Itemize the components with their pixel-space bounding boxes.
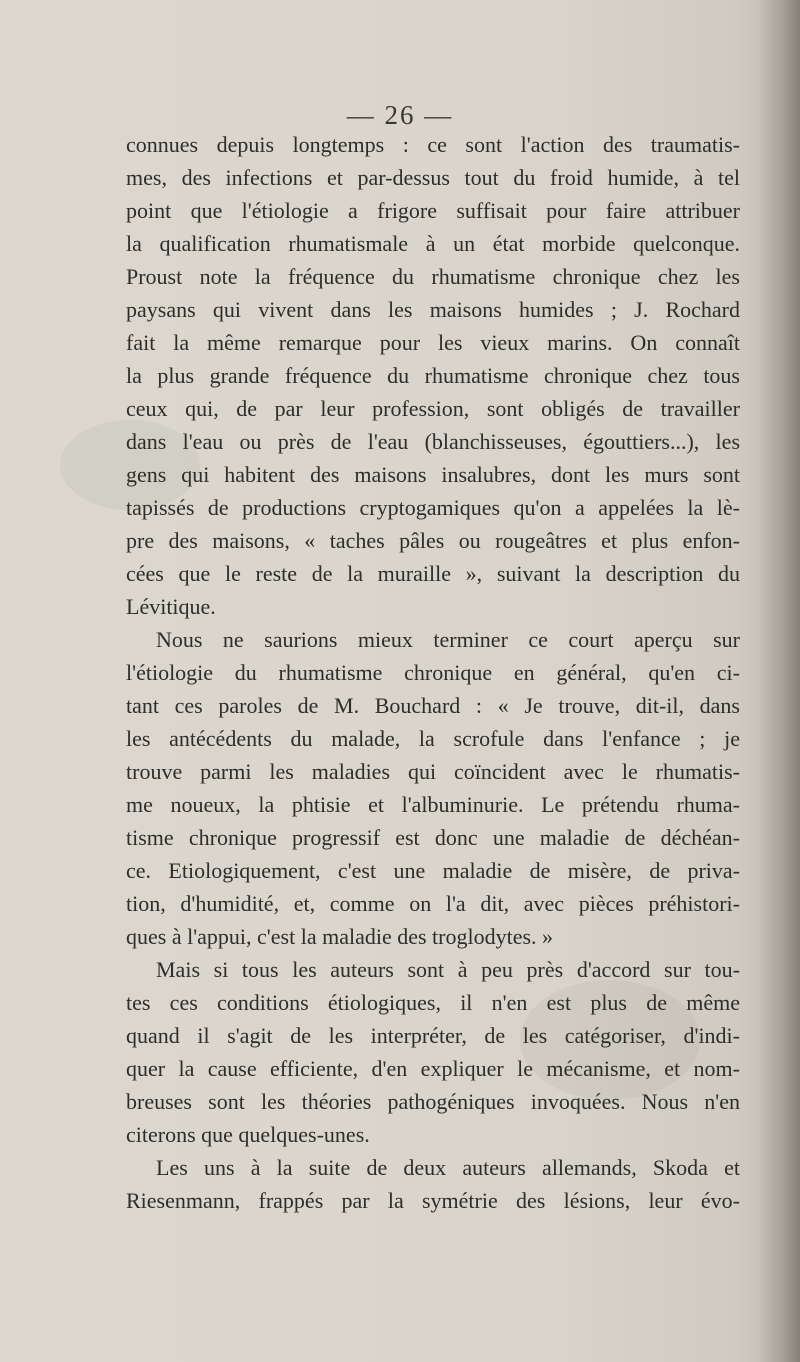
text-line: breuses sont les théories pathogéniques invoquées. Nous n'en bbox=[126, 1089, 740, 1114]
text-line: me noueux, la phtisie et l'albuminurie. Le prétendu rhuma- bbox=[126, 792, 740, 817]
text-line: tisme chronique progressif est donc une maladie de déchéan- bbox=[126, 825, 740, 850]
text-line: mes, des infections et par-dessus tout du froid humide, à tel bbox=[126, 165, 740, 190]
text-line: Proust note la fréquence du rhumatisme chronique chez les bbox=[126, 264, 740, 289]
text-line: l'étiologie du rhumatisme chronique en général, qu'en ci- bbox=[126, 660, 740, 685]
text-line: dans l'eau ou près de l'eau (blanchisseuses, égouttiers...), les bbox=[126, 429, 740, 454]
body-text bbox=[126, 128, 740, 1217]
text-line: pre des maisons, « taches pâles ou rougeâtres et plus enfon- bbox=[126, 528, 740, 553]
text-line: gens qui habitent des maisons insalubres, dont les murs sont bbox=[126, 462, 740, 487]
text-line: Les uns à la suite de deux auteurs allemands, Skoda et bbox=[156, 1155, 740, 1180]
text-line: citerons que quelques-unes. bbox=[126, 1122, 370, 1147]
text-line: trouve parmi les maladies qui coïncident avec le rhumatis- bbox=[126, 759, 740, 784]
text-line: quer la cause efficiente, d'en expliquer le mécanisme, et nom- bbox=[126, 1056, 740, 1081]
text-line: tant ces paroles de M. Bouchard : « Je trouve, dit-il, dans bbox=[126, 693, 740, 718]
text-line: ceux qui, de par leur profession, sont obligés de travailler bbox=[126, 396, 740, 421]
text-line: tes ces conditions étiologiques, il n'en est plus de même bbox=[126, 990, 740, 1015]
text-line: la plus grande fréquence du rhumatisme chronique chez tous bbox=[126, 363, 740, 388]
text-line: Riesenmann, frappés par la symétrie des lésions, leur évo- bbox=[126, 1188, 740, 1213]
text-line: Nous ne saurions mieux terminer ce court aperçu sur bbox=[156, 627, 740, 652]
text-line: ques à l'appui, c'est la maladie des troglodytes. » bbox=[126, 924, 554, 949]
page-number: — 26 — bbox=[346, 100, 454, 130]
text-line: cées que le reste de la muraille », suivant la description du bbox=[126, 561, 740, 586]
text-line: Lévitique. bbox=[126, 594, 216, 619]
text-line: Mais si tous les auteurs sont à peu près d'accord sur tou- bbox=[156, 957, 740, 982]
text-line: point que l'étiologie a frigore suffisait pour faire attribuer bbox=[126, 198, 740, 223]
text-line: connues depuis longtemps : ce sont l'action des traumatis- bbox=[126, 132, 740, 157]
text-line: la qualification rhumatismale à un état morbide quelconque. bbox=[126, 231, 740, 256]
text-line: quand il s'agit de les interpréter, de les catégoriser, d'indi- bbox=[126, 1023, 740, 1048]
text-line: paysans qui vivent dans les maisons humides ; J. Rochard bbox=[126, 297, 740, 322]
text-line: les antécédents du malade, la scrofule dans l'enfance ; je bbox=[126, 726, 740, 751]
text-line: fait la même remarque pour les vieux marins. On connaît bbox=[126, 330, 740, 355]
text-line: tion, d'humidité, et, comme on l'a dit, avec pièces préhistori- bbox=[126, 891, 740, 916]
page-edge-shadow bbox=[758, 0, 800, 1362]
text-line: tapissés de productions cryptogamiques qu'on a appelées la lè- bbox=[126, 495, 740, 520]
text-line: ce. Etiologiquement, c'est une maladie de misère, de priva- bbox=[126, 858, 740, 883]
